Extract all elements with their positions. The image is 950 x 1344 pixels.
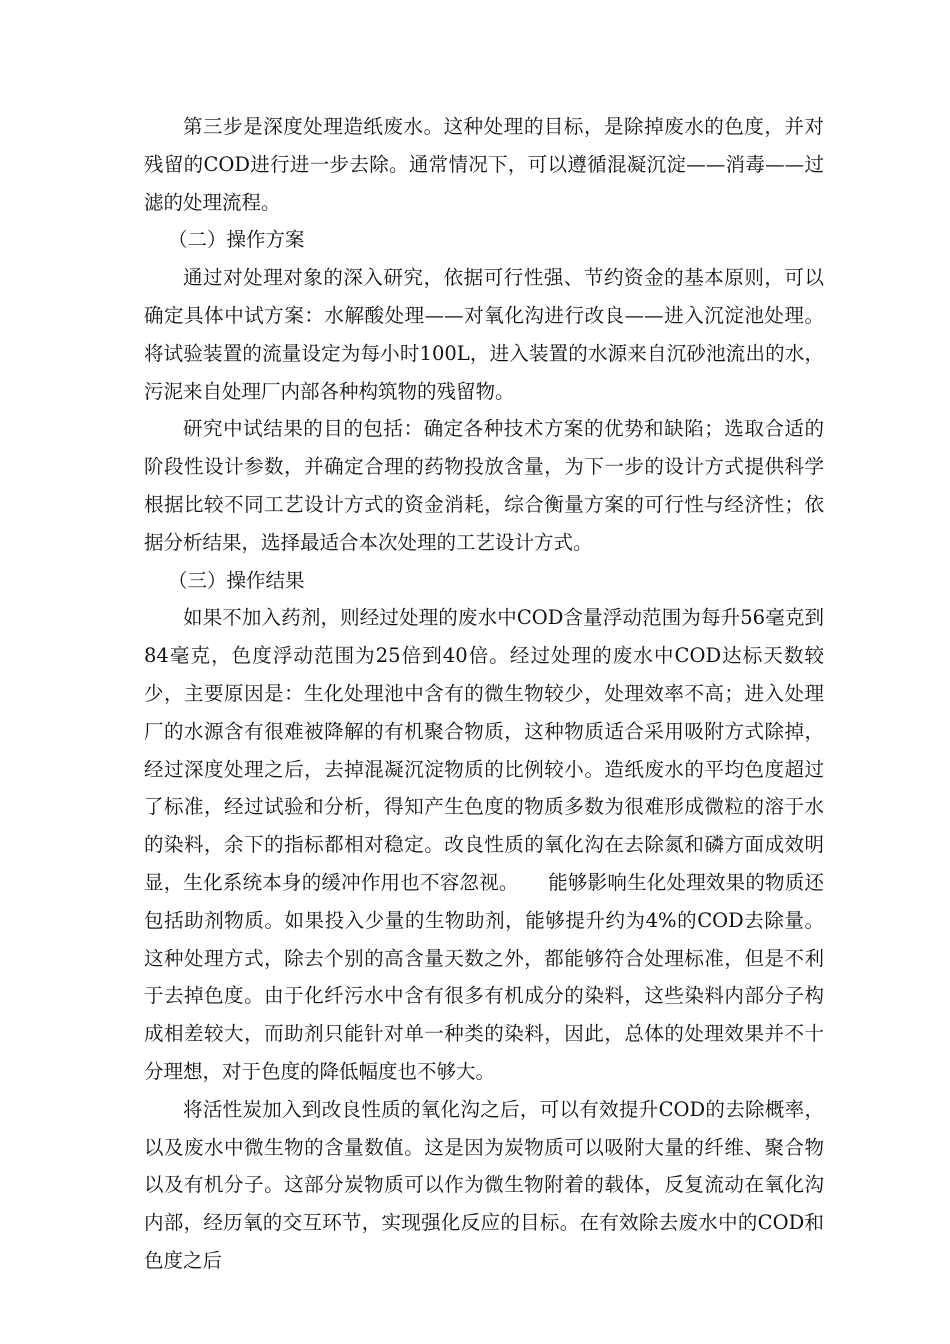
- paragraph-research-goals: 研究中试结果的目的包括：确定各种技术方案的优势和缺陷；选取合适的阶段性设计参数，并确定合理的药物投放含量，为下一步的设计方式提供科学根据比较不同工艺设计方式的资金消耗，综合衡量方案的可行性与经济性；依据分析结果，选择最适合本次处理的工艺设计方式。: [144, 417, 824, 554]
- paragraph-activated-carbon: 将活性炭加入到改良性质的氧化沟之后，可以有效提升COD的去除概率，以及废水中微生物的含量数值。这是因为炭物质可以吸附大量的纤维、聚合物以及有机分子。这部分炭物质可以作为微生物附着的载体，反复流动在氧化沟内部，经历氧的交互环节，实现强化反应的目标。在有效除去废水中的COD和色度之后: [144, 1097, 824, 1272]
- paragraph-results-without-agent: 如果不加入药剂，则经过处理的废水中COD含量浮动范围为每升56毫克到84毫克，色度浮动范围为25倍到40倍。经过处理的废水中COD达标天数较少，主要原因是：生化处理池中含有的微生物较少，处理效率不高；进入处理厂的水源含有很难被降解的有机聚合物质，这种物质适合采用吸附方式除掉，经过深度处理之后，去掉混凝沉淀物质的比例较小。造纸废水的平均色度超过了标准，经过试验和分析，得知产生色度的物质多数为很难形成微粒的溶于水的染料，余下的指标都相对稳定。改良性质的氧化沟在去除氮和磷方面成效明显，生化系统本身的缓冲作用也不容忽视。 能够影响生化处理效果的物质还包括助剂物质。如果投入少量的生物助剂，能够提升约为4%的COD去除量。这种处理方式，除去个别的高含量天数之外，都能够符合处理标准，但是不利于去掉色度。由于化纤污水中含有很多有机成分的染料，这些染料内部分子构成相差较大，而助剂只能针对单一种类的染料，因此，总体的处理效果并不十分理想，对于色度的降低幅度也不够大。: [144, 606, 824, 1083]
- section-heading-operation-plan: （二）操作方案: [168, 228, 305, 252]
- paragraph-deep-treatment: 第三步是深度处理造纸废水。这种处理的目标，是除掉废水的色度，并对残留的COD进行进一步去除。通常情况下，可以遵循混凝沉淀——消毒——过滤的处理流程。: [144, 115, 824, 214]
- document-body: [144, 108, 824, 1280]
- section-heading-operation-results: （三）操作结果: [168, 568, 305, 592]
- paragraph-pilot-plan: 通过对处理对象的深入研究，依据可行性强、节约资金的基本原则，可以确定具体中试方案：水解酸处理——对氧化沟进行改良——进入沉淀池处理。将试验装置的流量设定为每小时100L，进入装置的水源来自沉砂池流出的水，污泥来自处理厂内部各种构筑物的残留物。: [144, 266, 824, 403]
